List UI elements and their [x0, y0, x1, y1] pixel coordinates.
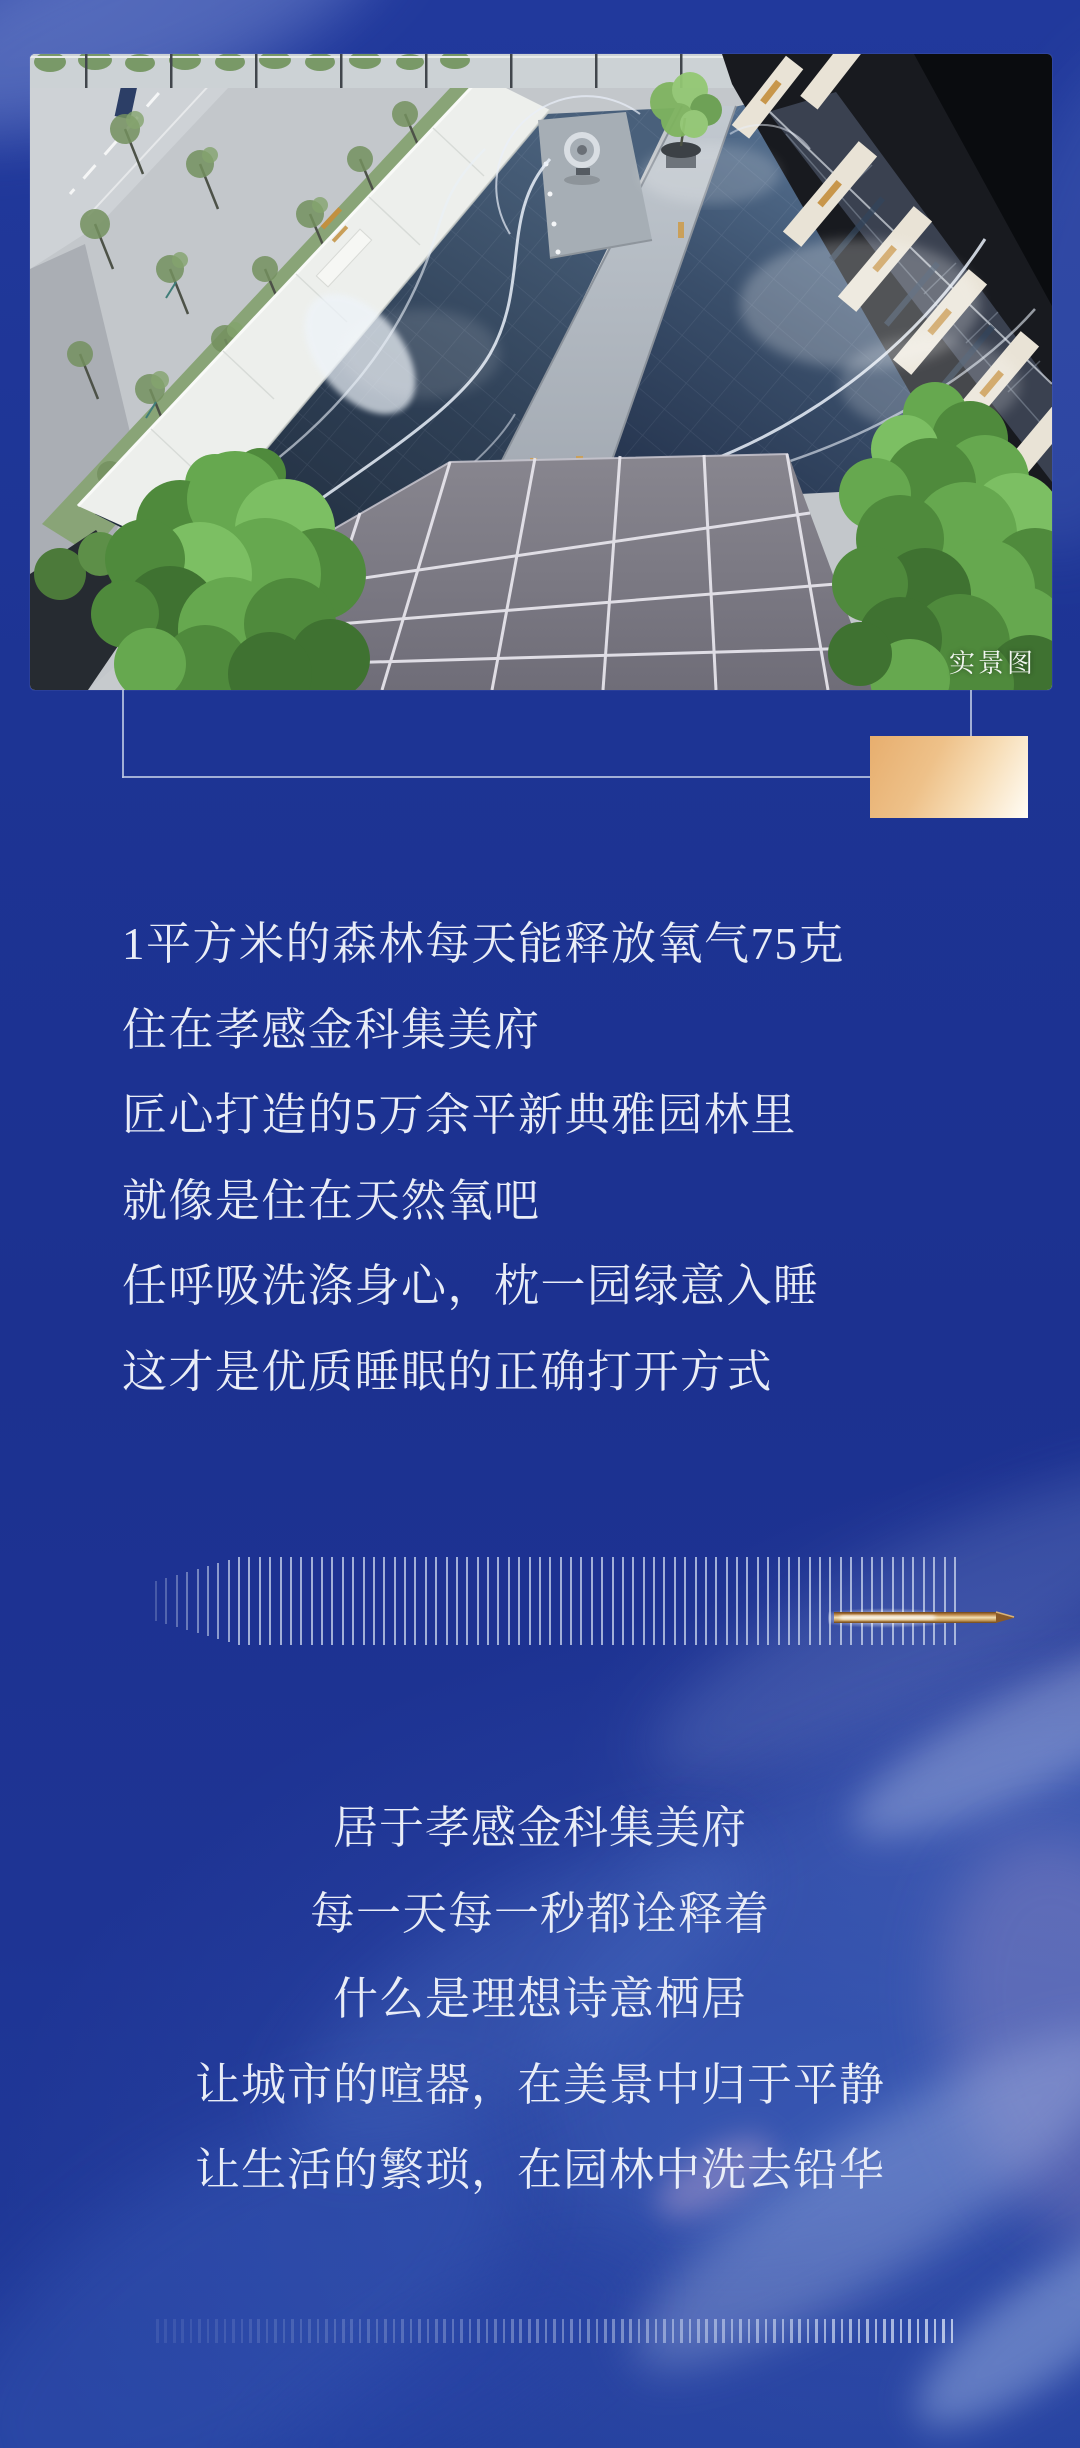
poem-line: 什么是理想诗意栖居	[332, 1974, 747, 2024]
intro-text-block	[122, 902, 845, 1415]
realshot-badge: 实景图	[948, 649, 1036, 678]
intro-line: 就像是住在天然氧吧	[122, 1175, 541, 1226]
intro-line: 匠心打造的5万余平新典雅园林里	[122, 1090, 798, 1140]
connector-line-right-vertical	[970, 690, 972, 738]
intro-line: 这才是优质睡眠的正确打开方式	[122, 1346, 774, 1397]
gold-bar-decoration	[828, 1594, 1034, 1642]
intro-line: 住在孝感金科集美府	[122, 1004, 541, 1055]
gold-square-decoration	[870, 736, 1028, 818]
poem-line: 让生活的繁琐，在园林中洗去铅华	[194, 2145, 885, 2195]
poem-line: 每一天每一秒都诠释着	[309, 1888, 770, 1939]
poem-line: 居于孝感金科集美府	[332, 1803, 747, 1853]
connector-line-left-vertical	[122, 690, 124, 778]
courtyard-photo	[30, 54, 1052, 690]
dash-row-decoration	[156, 2318, 954, 2343]
poem-text-block	[0, 1786, 1080, 2214]
intro-line: 1平方米的森林每天能释放氧气75克	[122, 919, 846, 969]
intro-line: 任呼吸洗涤身心，枕一园绿意入睡	[122, 1261, 820, 1311]
poem-line: 让城市的喧器，在美景中归于平静	[194, 2059, 885, 2110]
courtyard-scene	[30, 54, 1052, 690]
connector-line-horizontal	[122, 776, 872, 778]
